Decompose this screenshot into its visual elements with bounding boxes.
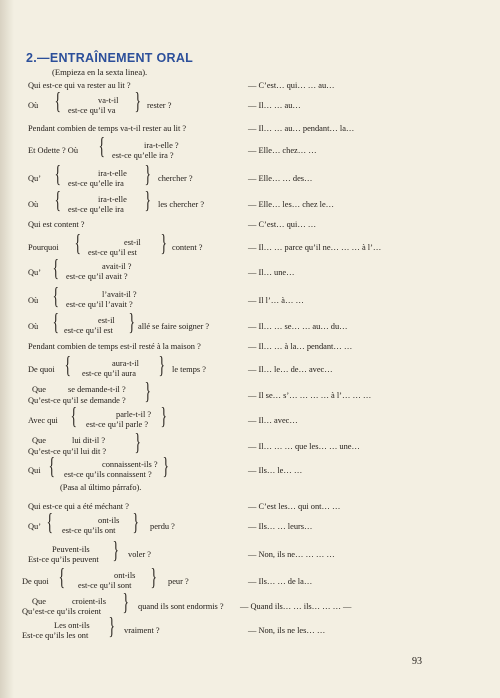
est-ce-que-form: est-ce qu’elle ira ? [112,151,174,160]
inverted-form: aura-t-il [112,359,139,368]
est-ce-que-form: est-ce qu’il aura [82,369,136,378]
answer-template: — Il… … se… … au… du… [248,322,348,331]
exercise-title: 2.—ENTRAÎNEMENT ORAL [26,51,194,65]
est-ce-que-form: est-ce qu’elle ira [68,179,124,188]
answer-template: — Quand ils… … ils… … … — [240,602,352,611]
right-brace: } [162,454,169,480]
instruction-note: (Pasa al último párrafo). [60,483,142,492]
question-word: Où [28,296,39,305]
right-brace: } [144,379,151,405]
est-ce-que-form: est-ce qu’il va [68,106,116,115]
est-ce-que-form: Qu’est-ce qu’ils croient [22,607,102,616]
question-end: vraiment ? [124,626,160,635]
question-word: Où [28,322,39,331]
question-end: rester ? [147,101,172,110]
left-brace: { [70,404,77,430]
right-brace: } [134,430,141,456]
answer-template: — Il l’… à… … [248,296,304,305]
left-brace: { [54,188,61,214]
answer-template: — Ils… … leurs… [248,522,313,531]
est-ce-que-form: Est-ce qu’ils les ont [22,631,89,640]
left-brace: { [54,89,61,115]
inverted-form: est-il [98,316,115,325]
est-ce-que-form: est-ce qu’il est [64,326,113,335]
answer-template: — Ils… … de la… [248,577,313,586]
question-end: content ? [172,243,203,252]
left-brace: { [46,510,53,536]
inverted-form: va-t-il [98,96,119,105]
answer-template: — Il… avec… [248,416,298,425]
inverted-form: l’avait-il ? [102,290,137,299]
question-word: Que [32,436,46,445]
question-end: quand ils sont endormis ? [138,602,224,611]
question-end: le temps ? [172,365,206,374]
right-brace: } [122,590,129,616]
est-ce-que-form: Qu’est-ce qu’il lui dit ? [28,447,107,456]
right-brace: } [150,565,157,591]
question-end: les chercher ? [158,200,205,209]
right-brace: } [144,188,151,214]
question-word: Et Odette ? Où [28,146,79,155]
question-word: Que [32,597,46,606]
right-brace: } [160,231,167,257]
question-word: Qu’ [28,522,42,531]
answer-template: — Ils… le… … [248,466,303,475]
inverted-form: se demande-t-il ? [68,385,126,394]
left-brace: { [64,353,71,379]
question-word: Qu’ [28,268,42,277]
left-brace: { [52,256,59,282]
inverted-form: Peuvent-ils [52,545,90,554]
question-text: Pendant combien de temps est-il resté à la maison ? [28,342,201,351]
right-brace: } [128,310,135,336]
est-ce-que-form: est-ce qu’il avait ? [66,272,128,281]
answer-template: — Elle… chez… … [248,146,317,155]
est-ce-que-form: est-ce qu’il sont [78,581,132,590]
question-word: Qu’ [28,174,42,183]
answer-template: — Il… … au… [248,101,301,110]
question-end: peur ? [168,577,189,586]
right-brace: } [158,353,165,379]
left-brace: { [58,565,65,591]
left-brace: { [74,231,81,257]
answer-template: — Non, ils ne… … … … [248,550,335,559]
left-brace: { [52,310,59,336]
answer-template: — Non, ils ne les… … [248,626,326,635]
question-end: perdu ? [150,522,175,531]
page-binding-shadow [0,0,14,698]
est-ce-que-form: est-ce qu’il l’avait ? [66,300,133,309]
est-ce-que-form: est-ce qu’elle ira [68,205,124,214]
answer-template: — Il se… s’… … … … à l’… … … [248,391,372,400]
left-brace: { [48,454,55,480]
answer-template: — Elle… … des… [248,174,313,183]
right-brace: } [132,510,139,536]
question-text: Qui est-ce qui a été méchant ? [28,502,129,511]
question-word: De quoi [22,577,49,586]
right-brace: } [144,162,151,188]
est-ce-que-form: est-ce qu’ils ont [62,526,116,535]
inverted-form: lui dit-il ? [72,436,106,445]
right-brace: } [160,404,167,430]
left-brace: { [52,284,59,310]
inverted-form: croient-ils [72,597,106,606]
answer-template: — Il… … à la… pendant… … [248,342,353,351]
inverted-form: ont-ils [114,571,136,580]
answer-template: — Il… … parce qu’il ne… … … à l’… [248,243,382,252]
question-end: chercher ? [158,174,193,183]
answer-template: — C’est… qui… … au… [248,81,335,90]
right-brace: } [134,89,141,115]
answer-template: — Il… le… de… avec… [248,365,333,374]
est-ce-que-form: est-ce qu’il est [88,248,137,257]
question-word: Où [28,200,39,209]
answer-template: — C’est les… qui ont… … [248,502,341,511]
question-text: Pendant combien de temps va-t-il rester au lit ? [28,124,187,133]
answer-template: — Il… … … que les… … une… [248,442,360,451]
question-text: Qui est content ? [28,220,85,229]
right-brace: } [112,538,119,564]
inverted-form: ira-t-elle [98,195,127,204]
question-end: voler ? [128,550,152,559]
exercise-instruction: (Empieza en la sexta linea). [52,67,148,77]
answer-template: — Elle… les… chez le… [248,200,335,209]
est-ce-que-form: Qu’est-ce qu’il se demande ? [28,396,126,405]
inverted-form: ira-t-elle [98,169,127,178]
left-brace: { [54,162,61,188]
est-ce-que-form: est-ce qu’ils connaissent ? [64,470,152,479]
inverted-form: Les ont-ils [54,621,90,630]
inverted-form: ira-t-elle ? [144,141,179,150]
answer-template: — Il… … au… pendant… la… [248,124,355,133]
inverted-form: ont-ils [98,516,120,525]
answer-template: — C’est… qui… … [248,220,317,229]
left-brace: { [98,134,105,160]
inverted-form: est-il [124,238,141,247]
inverted-form: parle-t-il ? [116,410,152,419]
answer-template: — Il… une… [248,268,295,277]
est-ce-que-form: est-ce qu’il parle ? [86,420,149,429]
right-brace: } [108,614,115,640]
question-word: Pourquoi [28,243,59,252]
question-word: Avec qui [28,416,58,425]
question-word: De quoi [28,365,55,374]
question-word: Où [28,101,39,110]
est-ce-que-form: Est-ce qu’ils peuvent [28,555,99,564]
question-word: Qui [28,466,41,475]
question-end: allé se faire soigner ? [138,322,210,331]
question-word: Que [32,385,46,394]
question-text: Qui est-ce qui va rester au lit ? [28,81,131,90]
page-number: 93 [412,656,422,667]
inverted-form: avait-il ? [102,262,132,271]
inverted-form: connaissent-ils ? [102,460,158,469]
